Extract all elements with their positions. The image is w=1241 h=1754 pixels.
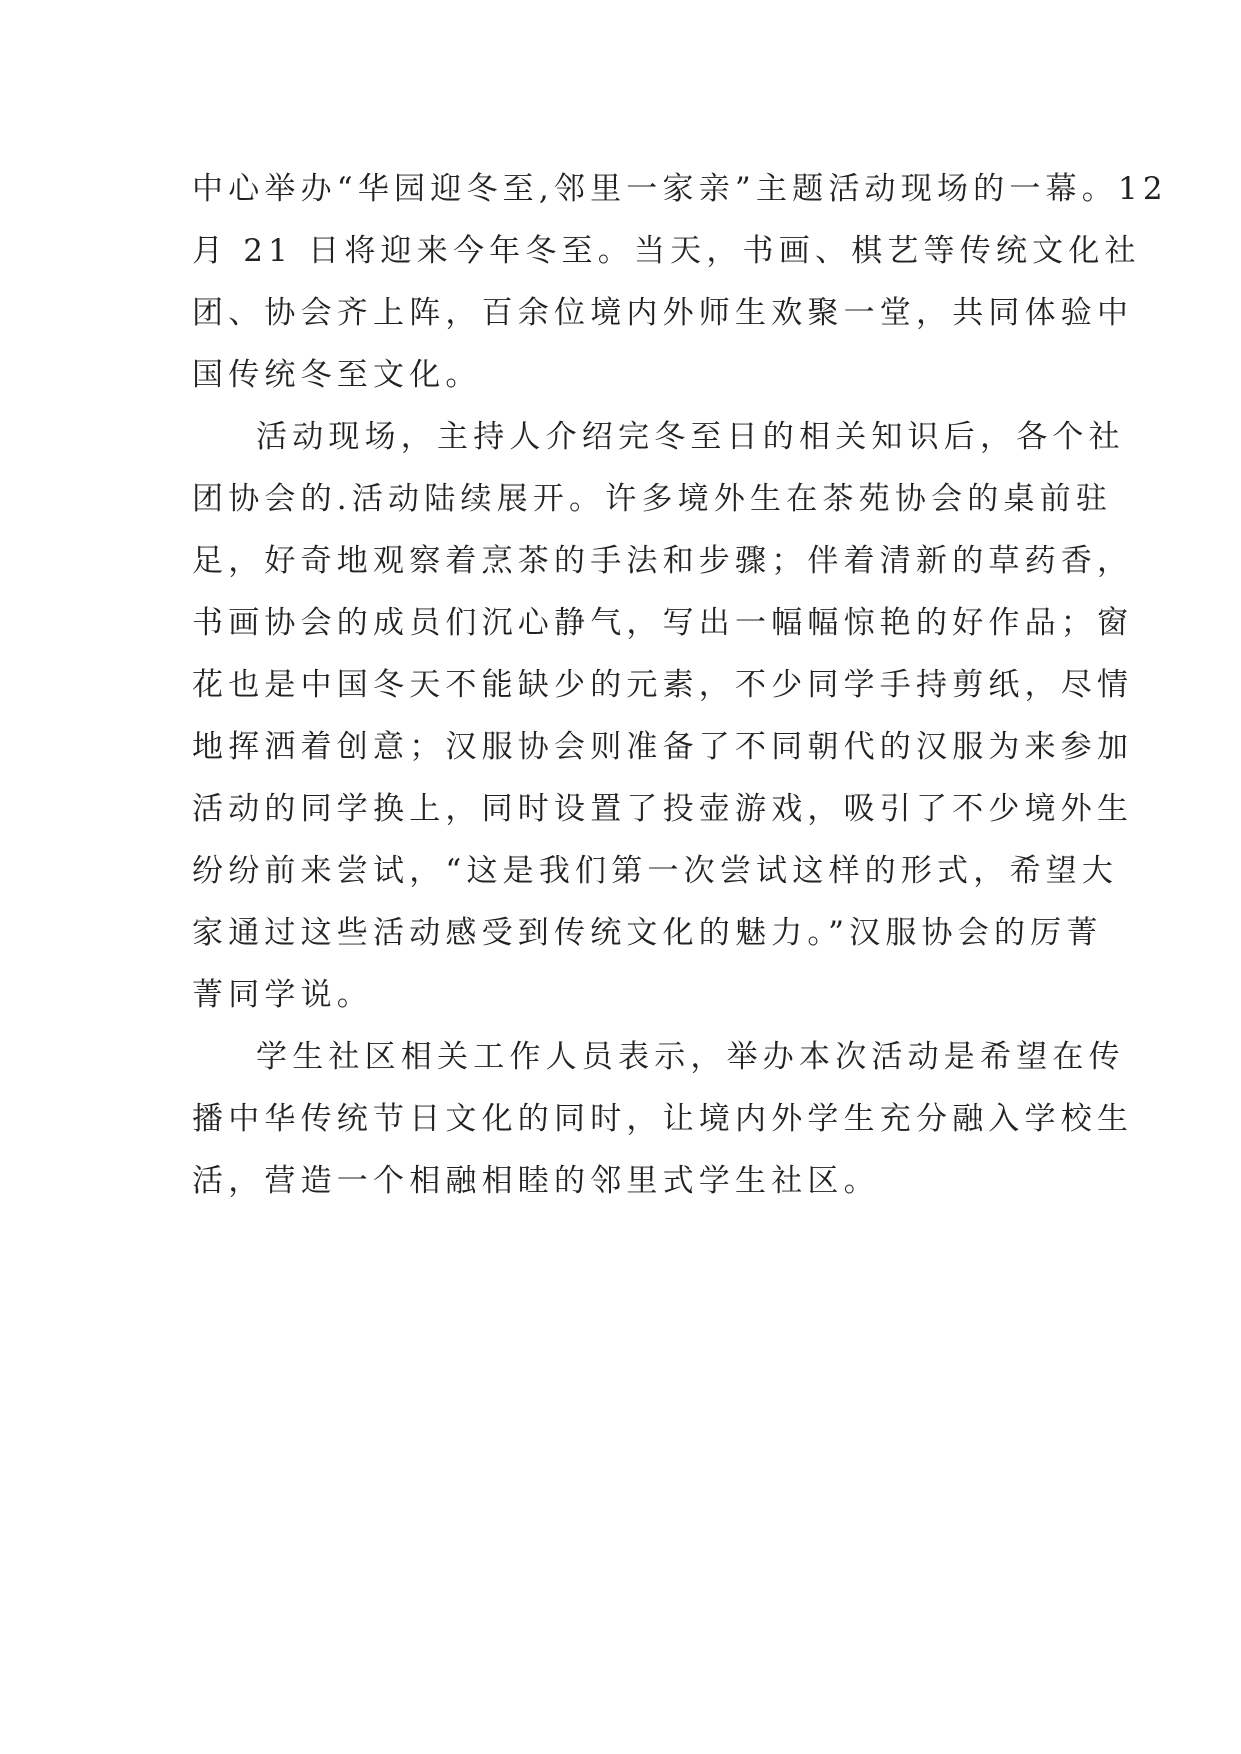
- text-line-7: 足，好奇地观察着烹茶的手法和步骤；伴着清新的草药香，: [192, 543, 1134, 579]
- text-line-11: 活动的同学换上，同时设置了投壶游戏，吸引了不少境外生: [192, 791, 1134, 827]
- paragraph-2-line-1: 活动现场，主持人介绍完冬至日的相关知识后，各个社: [256, 419, 1125, 455]
- text-line-6: 团协会的.活动陆续展开。许多境外生在茶苑协会的桌前驻: [192, 481, 1113, 517]
- text-line-16: 播中华传统节日文化的同时，让境内外学生充分融入学校生: [192, 1101, 1134, 1137]
- text-line-9: 花也是中国冬天不能缺少的元素，不少同学手持剪纸，尽情: [192, 667, 1134, 703]
- paragraph-3-line-1: 学生社区相关工作人员表示，举办本次活动是希望在传: [256, 1039, 1125, 1075]
- text-line-14: 菁同学说。: [192, 977, 373, 1013]
- text-line-13: 家通过这些活动感受到传统文化的魅力。”汉服协会的厉菁: [192, 915, 1103, 951]
- text-line-2: 月 21 日将迎来今年冬至。当天，书画、棋艺等传统文化社: [192, 233, 1141, 269]
- text-line-10: 地挥洒着创意；汉服协会则准备了不同朝代的汉服为来参加: [192, 729, 1134, 765]
- text-line-4: 国传统冬至文化。: [192, 357, 482, 393]
- text-line-3: 团、协会齐上阵，百余位境内外师生欢聚一堂，共同体验中: [192, 295, 1134, 331]
- text-line-17: 活，营造一个相融相睦的邻里式学生社区。: [192, 1163, 880, 1199]
- document-body: [192, 158, 1168, 1212]
- text-line-1: 中心举办“华园迎冬至,邻里一家亲”主题活动现场的一幕。12: [192, 171, 1168, 207]
- text-line-12: 纷纷前来尝试，“这是我们第一次尝试这样的形式，希望大: [192, 853, 1119, 889]
- text-line-8: 书画协会的成员们沉心静气，写出一幅幅惊艳的好作品；窗: [192, 605, 1134, 641]
